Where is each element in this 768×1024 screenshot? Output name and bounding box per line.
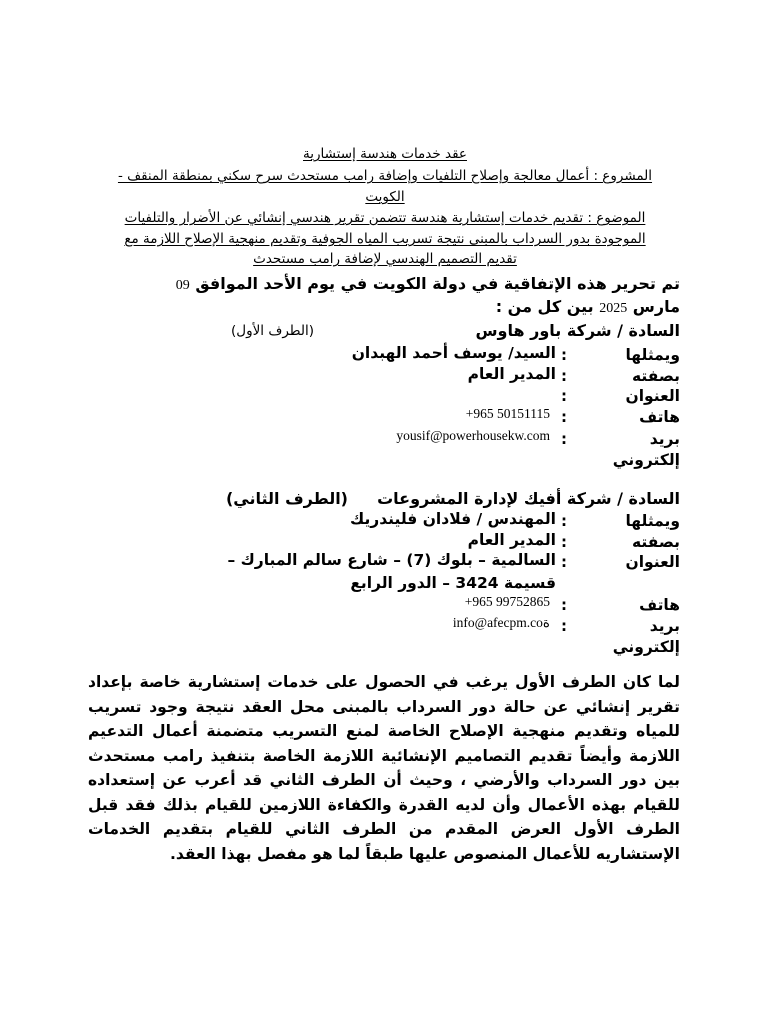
intro-line-1 — [176, 274, 680, 294]
party1-email-label: بريد — [649, 430, 680, 448]
colon: : — [561, 533, 567, 551]
party1-email-value: yousif@powerhousekw.com — [396, 428, 550, 443]
party2-address-line-2: قسيمة 3424 – الدور الرابع — [350, 574, 556, 592]
party2-role-value: المدير العام — [467, 531, 556, 549]
preamble-paragraph: لما كان الطرف الأول يرغب في الحصول على خدمات إستشارية خاصة بإعداد تقرير إنشائي عن حالة دور السرداب بالمبنى محل العقد نتيجة وجود تسريب للمياه وتقديم منهجية الإصلاح الخاصة لمنع التسريب متضمنة أعمال التدعيم اللازمة وأيضاً تقديم التصاميم الإنشائية اللازمة الخاصة بتنفيذ رامب مستحدث بين دور السرداب والأرضي ، وحيث أن الطرف الثاني قد أعرب عن إستعداده للقيام بهذه الأعمال وأن لديه القدرة والكفاءة اللازمين للقيام بذلك فقد قبل الطرف الأول العرض المقدم من الطرف الثاني للقيام بتقديم الخدمات الإستشاريه للأعمال المنصوص عليها طبقاً لما هو مفصل بهذا العقد. — [88, 673, 680, 863]
subject-line-1: الموضوع : تقديم خدمات إستشارية هندسة تتضمن تقرير هندسي إنشائي عن الأضرار والتلفيات — [124, 210, 646, 226]
party2-phone-label: هاتف — [639, 596, 680, 614]
party2-address-line-1: السالمية – بلوك (7) – شارع سالم المبارك – — [227, 551, 556, 569]
party1-address-label: العنوان — [625, 387, 680, 405]
party2-role-label: بصفته — [632, 533, 680, 551]
party2-rep-value: المهندس / فلادان فليندريك — [350, 510, 556, 528]
subject-line-2: الموجودة بدور السرداب بالمبنى نتيجة تسريب المياه الجوفية وتقديم منهجية الإصلاح اللازمة مع — [124, 231, 646, 247]
party2-name: السادة / شركة أفيك لإدارة المشروعات — [377, 489, 680, 508]
colon: : — [561, 617, 567, 635]
party1-email-label-2: إلكتروني — [612, 451, 680, 469]
intro-day: 09 — [175, 278, 190, 293]
colon: : — [561, 346, 567, 364]
party1-name: السادة / شركة باور هاوس — [475, 321, 680, 340]
subject-line-3: تقديم التصميم الهندسي لإضافة رامب مستحدث — [253, 251, 517, 267]
colon: : — [561, 596, 567, 614]
party1-phone-label: هاتف — [639, 408, 680, 426]
party1-role-value: المدير العام — [467, 365, 556, 383]
intro-month: مارس — [632, 297, 680, 316]
party2-email-label: بريد — [649, 617, 680, 635]
colon: : — [561, 430, 567, 448]
party2-tag: (الطرف الثاني) — [225, 489, 348, 508]
party2-phone-value: +965 99752865 — [464, 594, 550, 609]
colon: : — [561, 512, 567, 530]
intro-line-2 — [496, 297, 680, 317]
party1-role-label: بصفته — [632, 367, 680, 385]
party2-address-label: العنوان — [625, 553, 680, 571]
intro-year: 2025 — [599, 301, 628, 316]
colon: : — [561, 367, 567, 385]
party2-email-value: info@afecpm.coة — [452, 615, 550, 630]
colon: : — [561, 408, 567, 426]
party1-rep-value: السيد/ يوسف أحمد الهبدان — [351, 344, 556, 362]
party2-rep-label: ويمثلها — [625, 512, 680, 530]
colon: : — [561, 553, 567, 571]
colon: : — [561, 387, 567, 405]
contract-title: عقد خدمات هندسة إستشارية — [303, 146, 467, 162]
party2-email-label-2: إلكتروني — [612, 638, 680, 656]
intro-between: بين كل من : — [495, 297, 594, 316]
party1-rep-label: ويمثلها — [625, 346, 680, 364]
intro-text: تم تحرير هذه الإتفاقية في دولة الكويت في يوم الأحد الموافق — [195, 274, 680, 293]
project-line-1: المشروع : أعمال معالجة وإصلاح التلفيات وإضافة رامب مستحدث سرح سكني بمنطقة المنقف - — [117, 168, 653, 184]
project-line-2: الكويت — [365, 189, 405, 205]
party1-phone-value: +965 50151115 — [465, 406, 550, 421]
party1-tag: (الطرف الأول) — [231, 323, 314, 339]
